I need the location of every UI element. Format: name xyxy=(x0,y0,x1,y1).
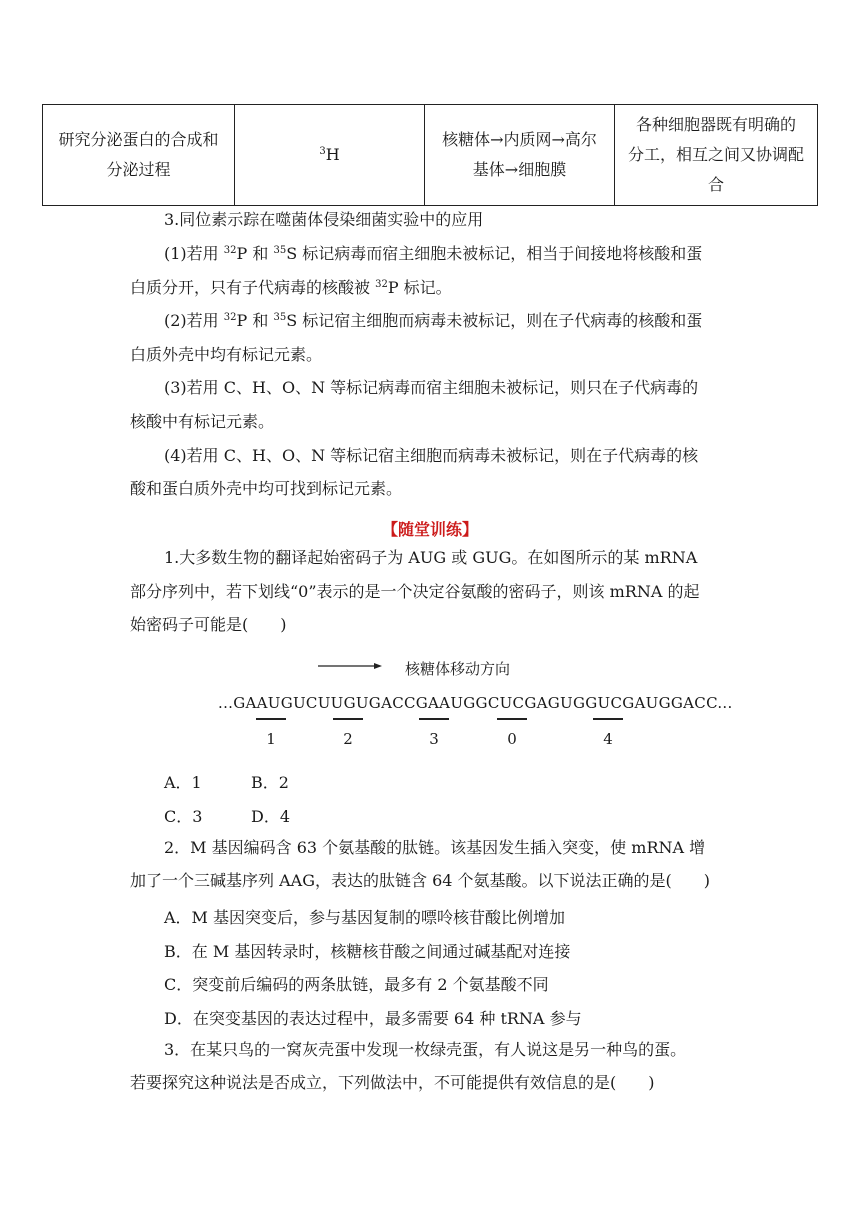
table-cell-pathway xyxy=(425,105,615,206)
cell-text: 分工，相互之间又协调配 xyxy=(627,145,804,164)
cell-text: 研究分泌蛋白的合成和 xyxy=(58,130,219,149)
paragraph-1-line-1: (1)若用 $^{32}$P 和 $^{35}$S 标记病毒而宿主细胞未被标记，相当于间接地将核酸和蛋 xyxy=(164,244,703,263)
mrna-sequence: ...GAAUGUCUUGUGACCGAAUGGCUCGAGUGGUCGAUGGACC... xyxy=(218,694,733,712)
q1-option-d: D．4 xyxy=(251,807,291,826)
cell-text: 合 xyxy=(707,175,724,194)
cell-text: 基体→细胞膜 xyxy=(472,160,567,179)
table-cell-isotope xyxy=(235,105,425,206)
cell-text: 各种细胞器既有明确的 xyxy=(635,115,796,134)
codon-label: 3 xyxy=(429,730,439,748)
q2-option-c: C．突变前后编码的两条肽链，最多有 2 个氨基酸不同 xyxy=(164,975,549,994)
q3-line-2: 若要探究这种说法是否成立，下列做法中，不可能提供有效信息的是( ) xyxy=(130,1073,655,1092)
section-title: 3.同位素示踪在噬菌体侵染细菌实验中的应用 xyxy=(164,210,484,229)
q2-line-2: 加了一个三碱基序列 AAG，表达的肽链含 64 个氨基酸。以下说法正确的是( ) xyxy=(130,871,710,890)
paragraph-1-line-2: 白质分开，只有子代病毒的核酸被 $^{32}$P 标记。 xyxy=(130,278,452,297)
paragraph-4-line-2: 酸和蛋白质外壳中均可找到标记元素。 xyxy=(130,479,403,498)
q1-option-b: B．2 xyxy=(251,773,289,792)
q2-option-a: A．M 基因突变后，参与基因复制的嘌呤核苷酸比例增加 xyxy=(164,908,566,927)
q3-line-1: 3．在某只鸟的一窝灰壳蛋中发现一枚绿壳蛋，有人说这是另一种鸟的蛋。 xyxy=(164,1040,687,1059)
q1-option-a: A．1 xyxy=(164,773,202,792)
q2-option-d: D．在突变基因的表达过程中，最多需要 64 种 tRNA 参与 xyxy=(164,1009,582,1028)
q2-line-1: 2．M 基因编码含 63 个氨基酸的肽链。该基因发生插入突变，使 mRNA 增 xyxy=(164,838,706,857)
codon-underline xyxy=(333,718,363,720)
q1-line-3: 始密码子可能是( ) xyxy=(130,615,287,634)
q1-line-1: 1.大多数生物的翻译起始密码子为 AUG 或 GUG。在如图所示的某 mRNA xyxy=(164,548,698,567)
paragraph-4-line-1: (4)若用 C、H、O、N 等标记宿主细胞而病毒未被标记，则在子代病毒的核 xyxy=(164,446,699,465)
codon-label: 4 xyxy=(603,730,613,748)
ribosome-direction-label: 核糖体移动方向 xyxy=(405,660,511,678)
codon-underline xyxy=(419,718,449,720)
section-heading: 【随堂训练】 xyxy=(381,520,478,539)
codon-label: 0 xyxy=(507,730,517,748)
codon-underline xyxy=(497,718,527,720)
summary-table xyxy=(42,104,818,206)
codon-label: 2 xyxy=(343,730,353,748)
table-cell-conclusion xyxy=(615,105,818,206)
paragraph-2-line-2: 白质外壳中均有标记元素。 xyxy=(130,345,323,364)
cell-text: 分泌过程 xyxy=(106,160,171,179)
codon-label: 1 xyxy=(266,730,276,748)
q1-line-2: 部分序列中，若下划线“0”表示的是一个决定谷氨酸的密码子，则该 mRNA 的起 xyxy=(130,582,700,601)
paragraph-3-line-1: (3)若用 C、H、O、N 等标记病毒而宿主细胞未被标记，则只在子代病毒的 xyxy=(164,378,699,397)
right-arrow-icon xyxy=(318,660,382,672)
q2-option-b: B．在 M 基因转录时，核糖核苷酸之间通过碱基配对连接 xyxy=(164,942,571,961)
isotope-symbol: H xyxy=(325,145,340,164)
codon-underline xyxy=(256,718,286,720)
table-row xyxy=(43,105,818,206)
codon-underline xyxy=(593,718,623,720)
table-cell-topic xyxy=(43,105,235,206)
paragraph-2-line-1: (2)若用 $^{32}$P 和 $^{35}$S 标记宿主细胞而病毒未被标记，则在子代病毒的核酸和蛋 xyxy=(164,311,703,330)
cell-text: 核糖体→内质网→高尔 xyxy=(442,130,597,149)
paragraph-3-line-2: 核酸中有标记元素。 xyxy=(130,412,275,431)
isotope-mass: 3 xyxy=(319,146,326,157)
q1-option-c: C．3 xyxy=(164,807,203,826)
